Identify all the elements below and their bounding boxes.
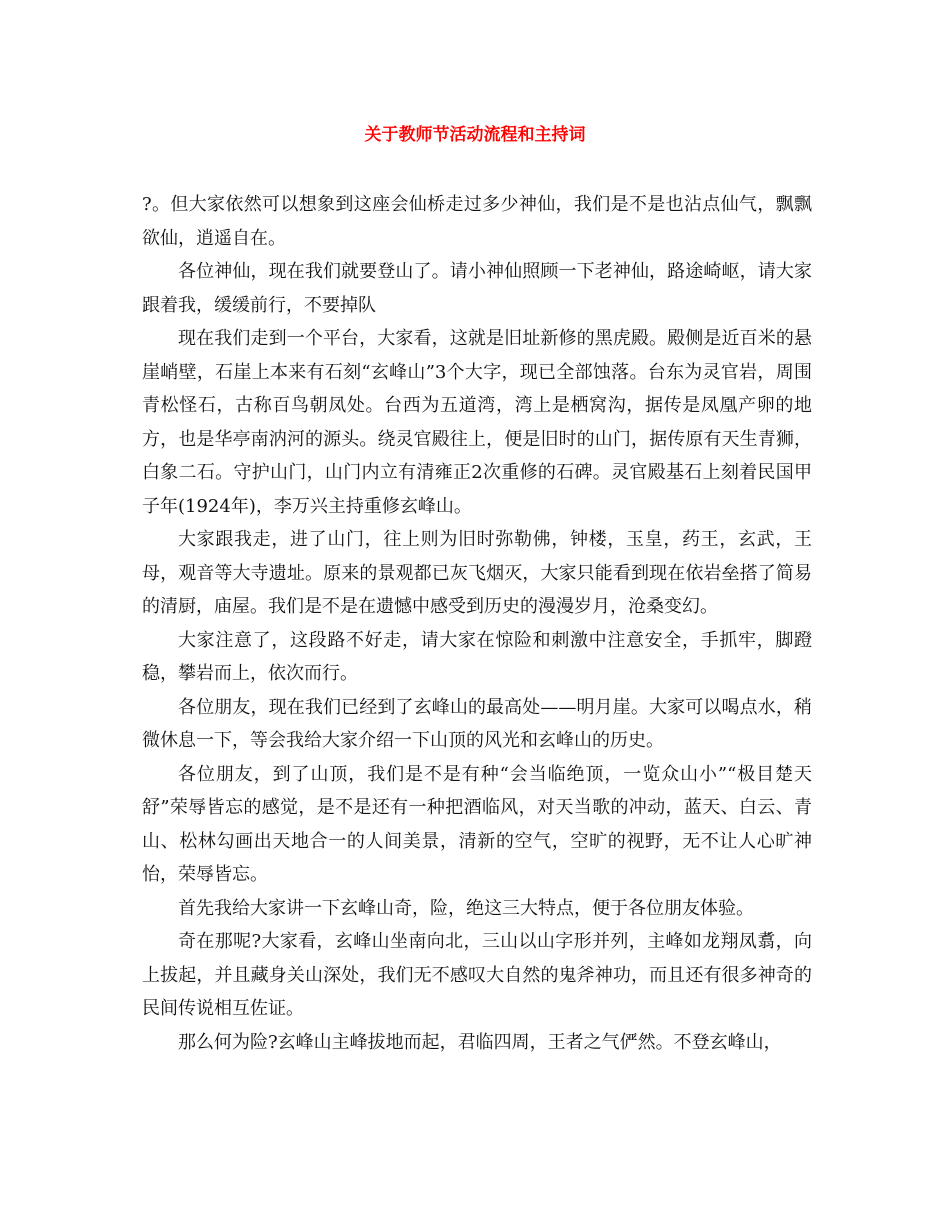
body-paragraph: 各位朋友，现在我们已经到了玄峰山的最高处——明月崖。大家可以喝点水，稍微休息一下，等会我给大家介绍一下山顶的风光和玄峰山的历史。 bbox=[142, 696, 812, 751]
body-paragraph: 各位神仙，现在我们就要登山了。请小神仙照顾一下老神仙，路途崎岖，请大家跟着我，缓缓前行，不要掉队 bbox=[142, 261, 812, 316]
body-paragraph: 各位朋友，到了山顶，我们是不是有种“会当临绝顶，一览众山小”“极目楚天舒”荣辱皆忘的感觉，是不是还有一种把酒临风，对天当歌的冲动，蓝天、白云、青山、松林勾画出天地合一的人间美景，清新的空气，空旷的视野，无不让人心旷神怡，荣辱皆忘。 bbox=[142, 763, 812, 885]
document-title: 关于教师节活动流程和主持词 bbox=[364, 125, 586, 145]
body-paragraph: 首先我给大家讲一下玄峰山奇，险，绝这三大特点，便于各位朋友体验。 bbox=[178, 897, 754, 919]
body-paragraph: 那么何为险?玄峰山主峰拔地而起，君临四周，王者之气俨然。不登玄峰山， bbox=[178, 1031, 782, 1053]
body-paragraph: 现在我们走到一个平台，大家看，这就是旧址新修的黑虎殿。殿侧是近百米的悬崖峭壁，石崖上本来有石刻“玄峰山”3个大字，现已全部蚀落。台东为灵官岩，周围青松怪石，古称百鸟朝凤处。台西为五道湾，湾上是栖窝沟，据传是凤凰产卵的地方，也是华亭南汭河的源头。绕灵官殿往上，便是旧时的山门，据传原有天生青狮，白象二石。守护山门，山门内立有清雍正2次重修的石碑。灵官殿基石上刻着民国甲子年(1924年)，李万兴主持重修玄峰山。 bbox=[142, 328, 812, 517]
body-paragraph: 大家注意了，这段路不好走，请大家在惊险和刺激中注意安全，手抓牢，脚蹬稳，攀岩而上，依次而行。 bbox=[142, 629, 812, 684]
body-paragraph: ?。但大家依然可以想象到这座会仙桥走过多少神仙，我们是不是也沾点仙气，飘飘欲仙，逍遥自在。 bbox=[142, 194, 812, 249]
document-body bbox=[142, 188, 812, 1059]
body-paragraph: 奇在那呢?大家看，玄峰山坐南向北，三山以山字形并列，主峰如龙翔凤翥，向上拔起，并且藏身关山深处，我们无不感叹大自然的鬼斧神功，而且还有很多神奇的民间传说相互佐证。 bbox=[142, 931, 812, 1019]
body-paragraph: 大家跟我走，进了山门，往上则为旧时弥勒佛，钟楼，玉皇，药王，玄武，王母，观音等大寺遗址。原来的景观都已灰飞烟灭，大家只能看到现在依岩垒搭了简易的清厨，庙屋。我们是不是在遗憾中感受到历史的漫漫岁月，沧桑变幻。 bbox=[142, 529, 812, 617]
